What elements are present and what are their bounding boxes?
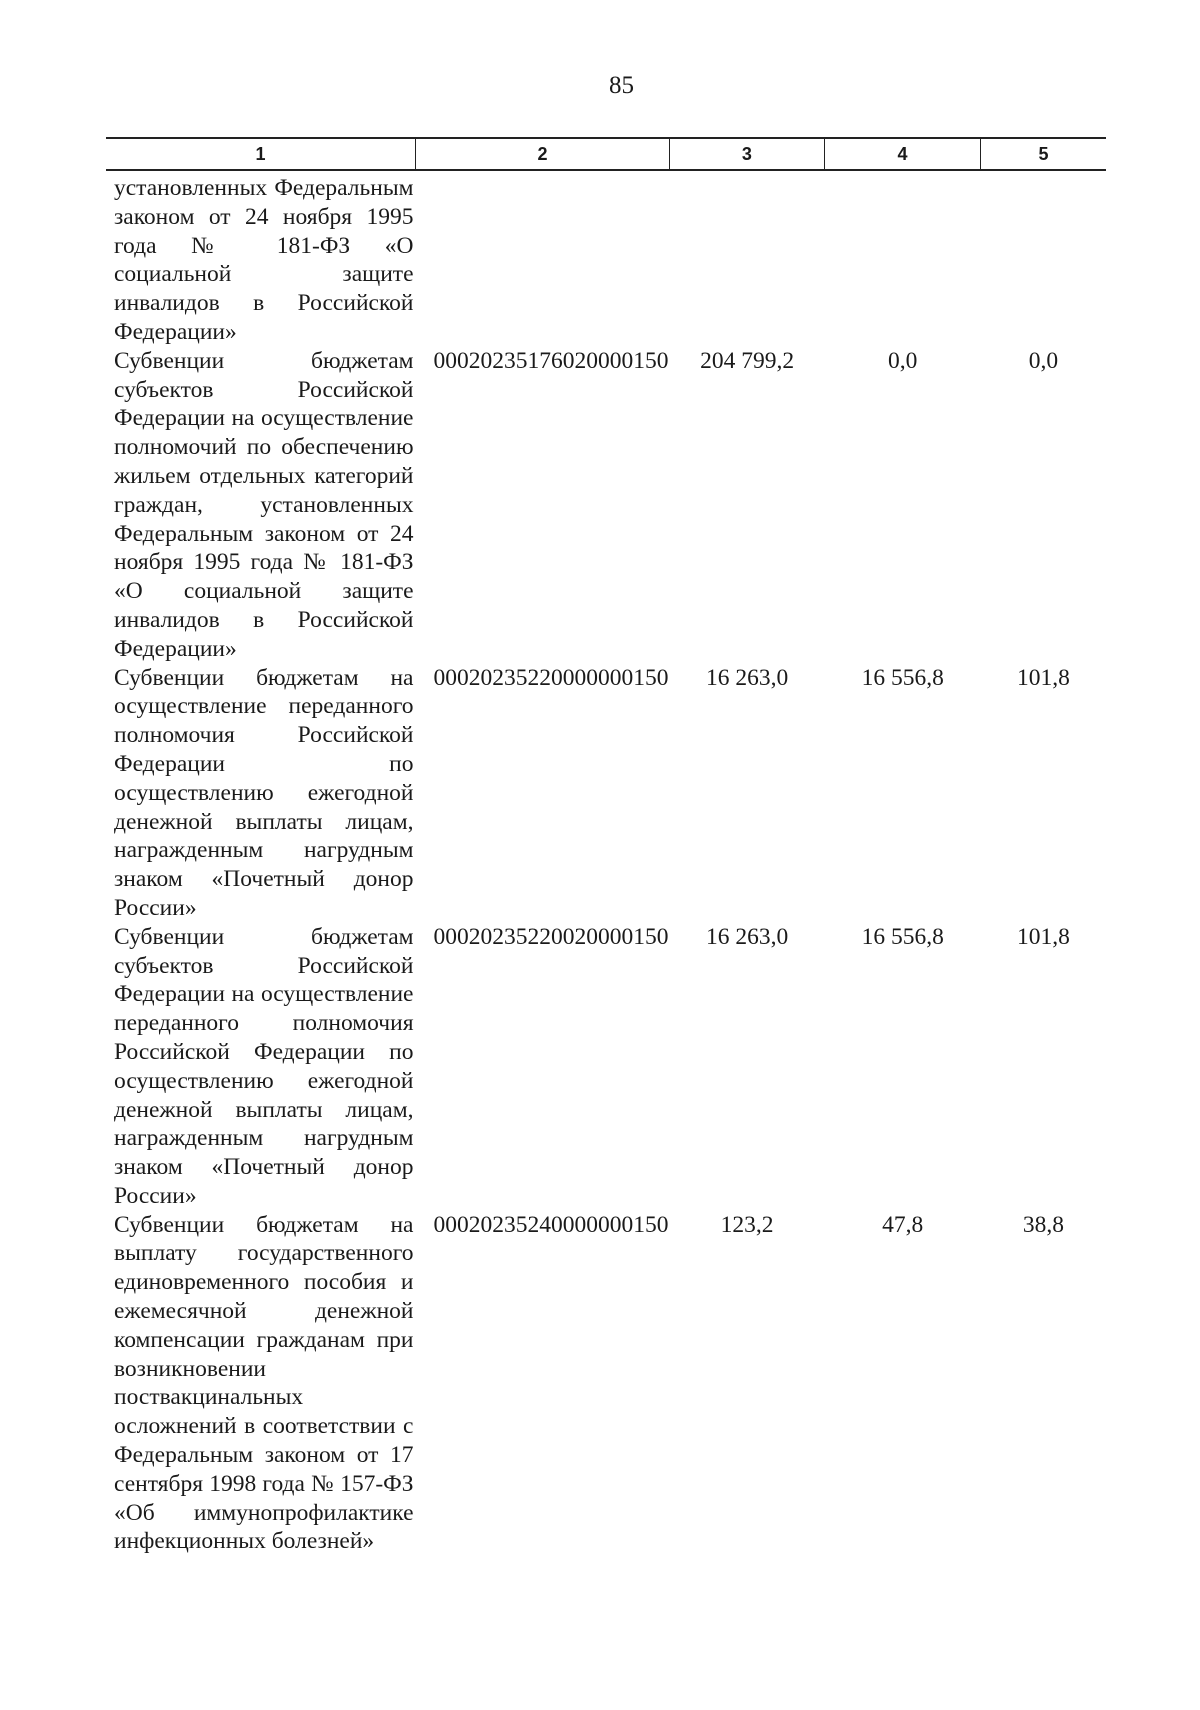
header-col-4: 4 [825, 139, 981, 169]
row-col-4: 16 556,8 [861, 923, 944, 950]
table-header [106, 137, 1106, 171]
header-col-1: 1 [106, 139, 416, 169]
page-number: 85 [609, 72, 634, 99]
row-col-5: 0,0 [1028, 347, 1059, 374]
data-table [106, 137, 1106, 1556]
row-col-4 [825, 174, 981, 347]
table-row [106, 664, 1106, 923]
row-description: Субвенции бюджетам на выплату государственного единовременного пособия и ежемесячной денежной компенсации гражданам при возникновении поствакцинальных осложнений в соответствии с Федеральным законом от 17 сентября 1998 года № 157-ФЗ «Об иммунопрофилактике инфекционных болезней» [114, 1211, 414, 1555]
row-col-3: 123,2 [720, 1211, 774, 1238]
header-col-3: 3 [670, 139, 825, 169]
row-col-3: 16 263,0 [705, 664, 789, 691]
row-description: установленных Федеральным законом от 24 ноября 1995 года № 181-ФЗ «О социальной защите инвалидов в Российской Федерации» [114, 175, 414, 345]
header-col-2: 2 [416, 139, 670, 169]
row-code [414, 174, 670, 347]
row-col-3: 16 263,0 [705, 923, 789, 950]
row-col-5 [981, 174, 1106, 347]
row-code: 00020235176020000150 [433, 347, 669, 374]
row-col-5: 38,8 [1022, 1211, 1064, 1238]
row-col-3 [669, 174, 824, 347]
header-col-5: 5 [1038, 143, 1049, 164]
row-description: Субвенции бюджетам субъектов Российской Федерации на осуществление полномочий по обеспечению жильем отдельных категорий граждан, установленных Федеральным законом от 24 ноября 1995 года № 181-ФЗ «О социальной защите инвалидов в Российской Федерации» [114, 347, 414, 662]
table-row [106, 1211, 1106, 1557]
row-col-4: 0,0 [888, 347, 918, 374]
table-row [106, 923, 1106, 1211]
row-col-3: 204 799,2 [700, 347, 795, 374]
row-code: 00020235240000000150 [433, 1211, 669, 1238]
row-col-4: 16 556,8 [861, 664, 944, 691]
row-col-4: 47,8 [882, 1211, 924, 1238]
row-col-5: 101,8 [1016, 923, 1070, 950]
table-row [106, 347, 1106, 664]
row-description: Субвенции бюджетам субъектов Российской Федерации на осуществление переданного полномочия Российской Федерации по осуществлению ежегодной денежной выплаты лицам, награжденным нагрудным знаком «Почетный донор России» [114, 923, 414, 1209]
row-col-5: 101,8 [1016, 664, 1070, 691]
row-description: Субвенции бюджетам на осуществление переданного полномочия Российской Федерации по осуществлению ежегодной денежной выплаты лицам, награжденным нагрудным знаком «Почетный донор России» [114, 664, 414, 921]
table-row [106, 174, 1106, 347]
row-code: 00020235220020000150 [433, 923, 669, 950]
row-code: 00020235220000000150 [433, 664, 669, 691]
